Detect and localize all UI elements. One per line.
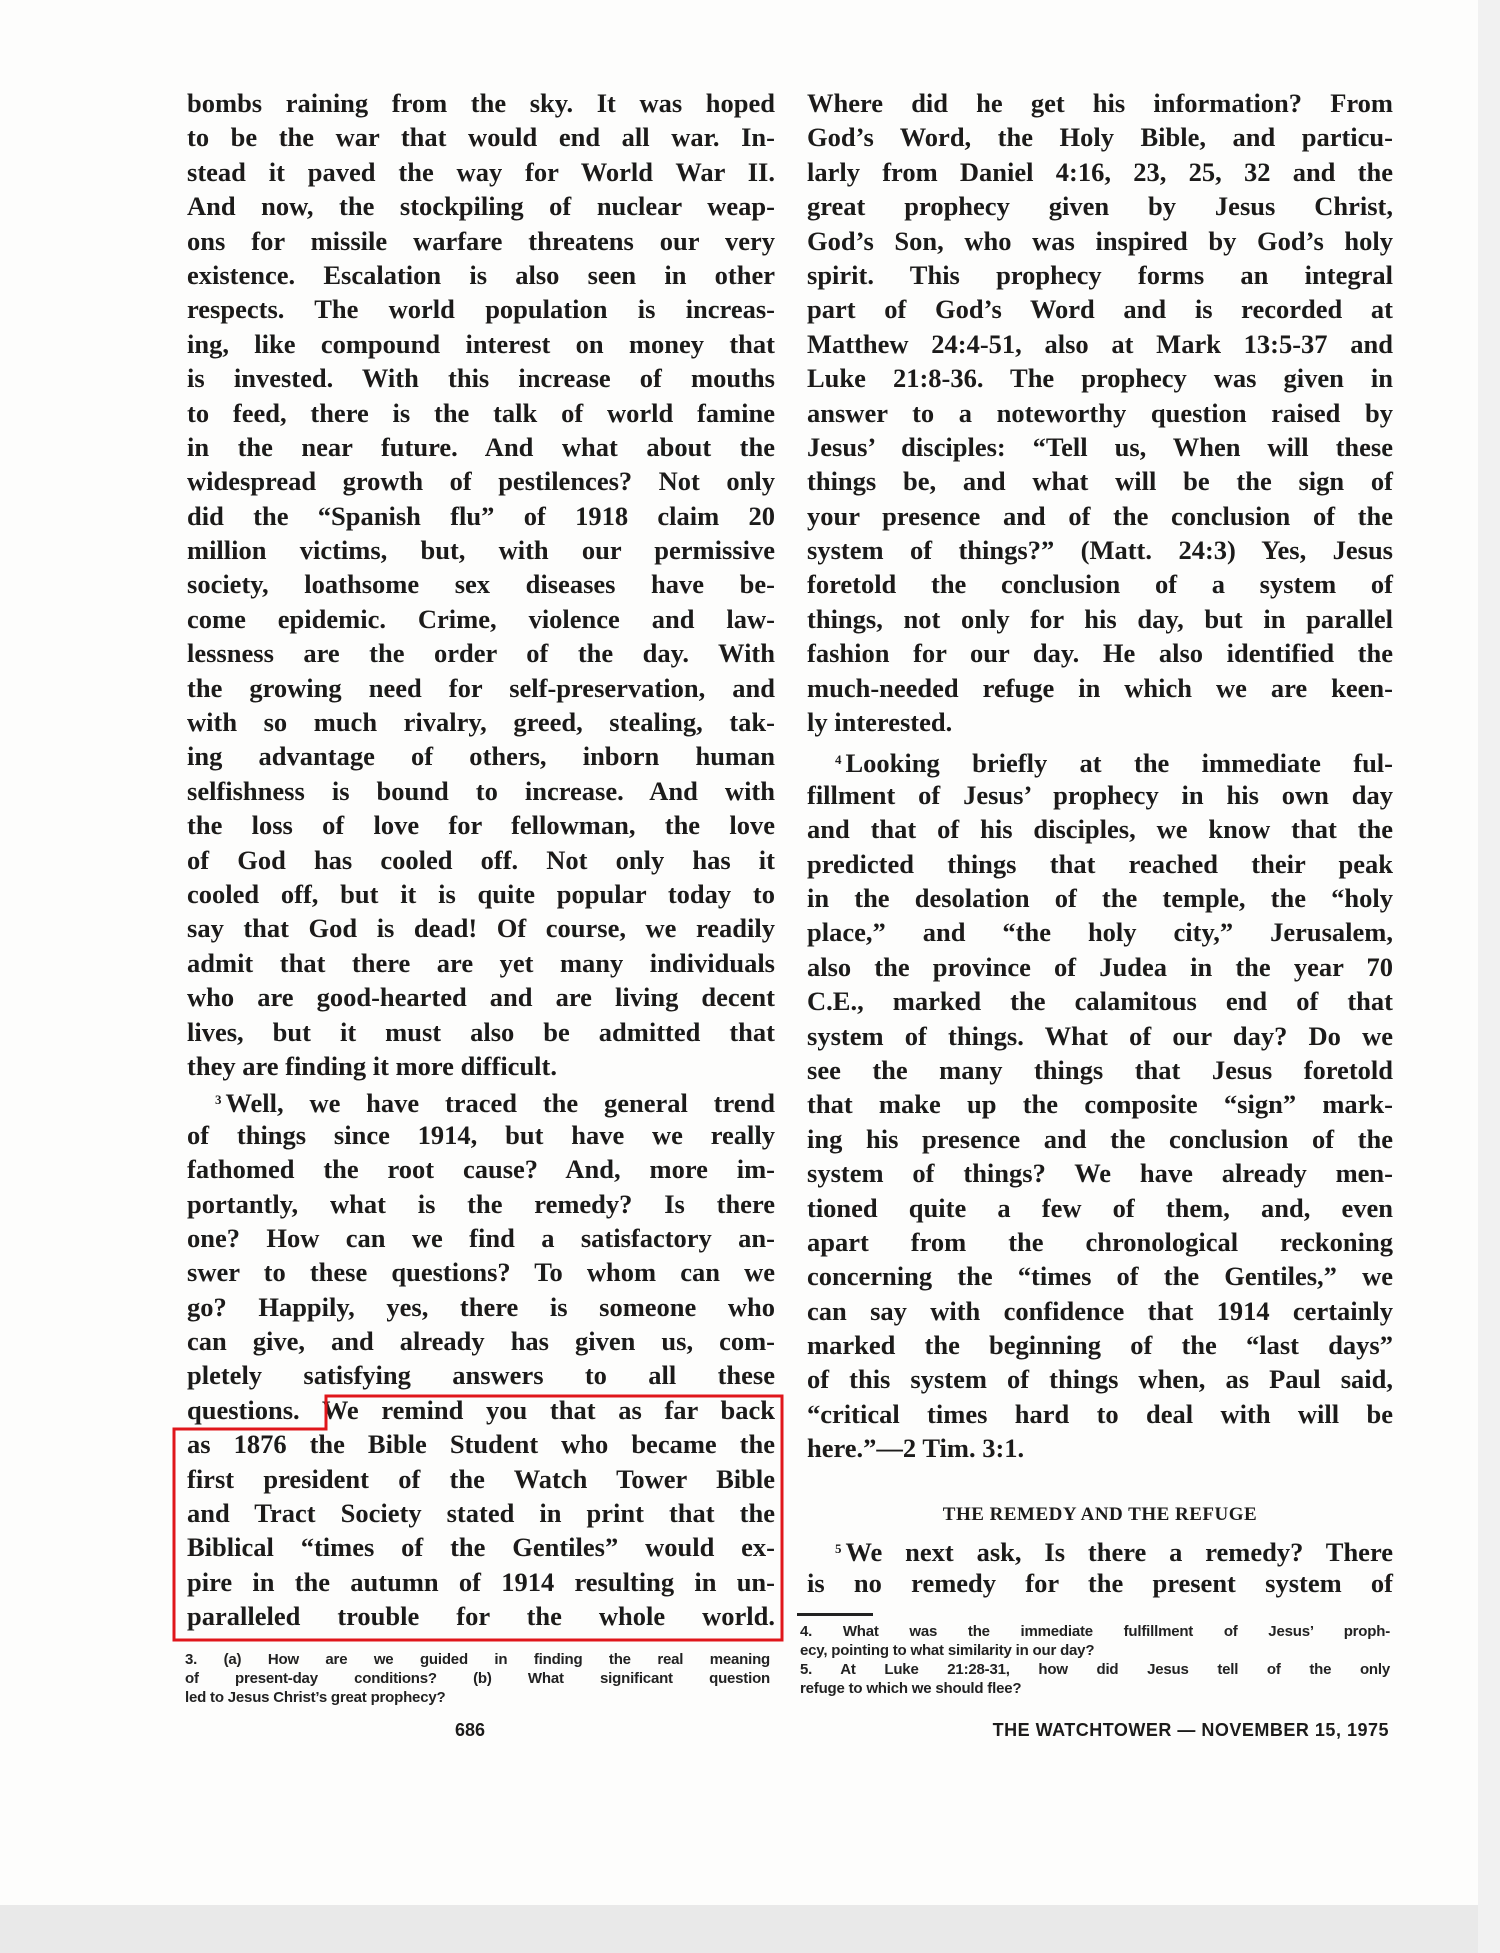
text-line <box>187 1152 775 1186</box>
text-line <box>807 778 1393 812</box>
text-line <box>807 671 1393 705</box>
line-text: bombs raining from the sky. It was hoped <box>187 88 775 118</box>
text-line <box>807 1087 1393 1121</box>
text-line <box>187 258 775 292</box>
text-line <box>807 1191 1393 1225</box>
line-text: to feed, there is the talk of world famine <box>187 397 775 428</box>
line-text: great prophecy given by Jesus Christ, <box>807 191 1393 222</box>
footnote-line: led to Jesus Christ’s great prophecy? <box>185 1689 446 1706</box>
text-line <box>807 1362 1393 1396</box>
line-text: concerning the “times of the Gentiles,” we <box>807 1261 1393 1292</box>
text-line <box>807 567 1393 601</box>
text-line <box>187 1221 775 1255</box>
footnote-line: 3. (a) How are we guided in finding the real meaning <box>185 1651 770 1668</box>
line-text: questions. We remind you that as far back <box>187 1394 775 1425</box>
line-text: lessness are the order of the day. With <box>187 638 775 669</box>
text-line <box>187 705 775 739</box>
text-line <box>807 396 1393 430</box>
line-text: pire in the autumn of 1914 resulting in un- <box>187 1566 775 1597</box>
section-heading: THE REMEDY AND THE REFUGE <box>942 1504 1258 1525</box>
text-line <box>187 1565 775 1599</box>
line-text: lives, but it must also be admitted that <box>187 1016 775 1047</box>
line-text: as 1876 the Bible Student who became the <box>187 1429 775 1460</box>
line-text: apart from the chronological reckoning <box>807 1226 1393 1257</box>
line-text: widespread growth of pestilences? Not only <box>187 466 775 497</box>
text-line <box>807 1053 1393 1087</box>
text-line <box>807 1259 1393 1293</box>
line-text: tioned quite a few of them, and, even <box>807 1192 1393 1223</box>
text-line <box>187 224 775 258</box>
text-line <box>807 984 1393 1018</box>
line-text: here.”—2 Tim. 3:1. <box>807 1433 1025 1464</box>
line-text: come epidemic. Crime, violence and law- <box>187 603 775 634</box>
line-text: can say with confidence that 1914 certainly <box>807 1295 1393 1326</box>
text-line <box>187 774 775 808</box>
line-text: is no remedy for the present system of <box>807 1568 1393 1599</box>
text-line <box>187 86 775 120</box>
paragraph-number: 5 <box>835 1541 842 1556</box>
text-line <box>187 1187 775 1221</box>
text-line <box>807 292 1393 326</box>
line-text: answer to a noteworthy question raised by <box>807 397 1393 428</box>
line-text: much-needed refuge in which we are keen- <box>807 672 1393 703</box>
text-line <box>187 533 775 567</box>
text-line <box>807 1328 1393 1362</box>
line-text: things, not only for his day, but in parallel <box>807 603 1393 634</box>
line-text: things be, and what will be the sign of <box>807 466 1393 497</box>
text-line <box>187 499 775 533</box>
line-text: ing his presence and the conclusion of the <box>807 1123 1393 1154</box>
text-line <box>807 915 1393 949</box>
text-line <box>187 1530 775 1564</box>
line-text: We next ask, Is there a remedy? There <box>845 1537 1393 1567</box>
line-text: Jesus’ disciples: “Tell us, When will these <box>807 431 1393 462</box>
footnote-line: ecy, pointing to what similarity in our day? <box>800 1642 1095 1659</box>
footnotes-left <box>185 1650 770 1707</box>
line-text: system of things?” (Matt. 24:3) Yes, Jesus <box>807 535 1393 566</box>
text-line <box>807 1122 1393 1156</box>
line-text: that make up the composite “sign” mark- <box>807 1089 1393 1120</box>
line-text: God’s Son, who was inspired by God’s holy <box>807 225 1393 256</box>
line-text: and Tract Society stated in print that the <box>187 1498 775 1529</box>
line-text: say that God is dead! Of course, we readily <box>187 913 775 944</box>
text-line <box>807 499 1393 533</box>
text-line <box>807 155 1393 189</box>
line-text: C.E., marked the calamitous end of that <box>807 986 1393 1017</box>
text-line <box>187 808 775 842</box>
line-text: they are finding it more difficult. <box>187 1050 557 1081</box>
line-text: Matthew 24:4-51, also at Mark 13:5-37 and <box>807 328 1393 359</box>
scan-edge-right <box>1478 0 1500 1953</box>
text-line <box>187 189 775 223</box>
line-text: who are good-hearted and are living decent <box>187 982 775 1013</box>
line-text: in the desolation of the temple, the “holy <box>807 882 1393 913</box>
right-column-after-heading <box>807 1532 1393 1601</box>
line-text: ons for missile warfare threatens our very <box>187 225 775 256</box>
footnote-line: 4. What was the immediate fulfillment of Jesus’ proph- <box>800 1623 1390 1640</box>
page-number: 686 <box>455 1720 486 1740</box>
line-text: of God has cooled off. Not only has it <box>187 844 775 875</box>
text-line <box>807 847 1393 881</box>
line-text: ly interested. <box>807 707 953 738</box>
text-line <box>807 533 1393 567</box>
text-line <box>807 86 1393 120</box>
line-text: of this system of things when, as Paul said, <box>807 1364 1393 1395</box>
footnote-rule <box>797 1613 873 1616</box>
text-line <box>187 946 775 980</box>
text-line <box>807 1225 1393 1259</box>
line-text: in the near future. And what about the <box>187 431 775 462</box>
line-text: part of God’s Word and is recorded at <box>807 294 1393 325</box>
text-line <box>807 327 1393 361</box>
footnote-line: 5. At Luke 21:28-31, how did Jesus tell of the only <box>800 1661 1390 1678</box>
paragraph-number: 4 <box>835 752 842 768</box>
text-line <box>807 464 1393 498</box>
text-line <box>807 1566 1393 1600</box>
text-line <box>187 1393 775 1427</box>
text-line <box>807 189 1393 223</box>
text-line <box>187 1118 775 1152</box>
text-line <box>187 1324 775 1358</box>
line-text: did the “Spanish flu” of 1918 claim 20 <box>187 500 775 531</box>
line-text: place,” and “the holy city,” Jerusalem, <box>807 917 1393 948</box>
line-text: the growing need for self-preservation, and <box>187 672 775 703</box>
text-line <box>187 396 775 430</box>
text-line <box>807 1019 1393 1053</box>
text-line <box>807 1156 1393 1190</box>
text-line <box>807 602 1393 636</box>
line-text: first president of the Watch Tower Bible <box>187 1463 775 1494</box>
text-line <box>187 1358 775 1392</box>
line-text: paralleled trouble for the whole world. <box>187 1601 775 1632</box>
text-line <box>187 1049 775 1083</box>
line-text: with so much rivalry, greed, stealing, tak- <box>187 707 775 738</box>
text-line <box>187 1427 775 1461</box>
line-text: million victims, but, with our permissive <box>187 535 775 566</box>
text-line <box>187 1599 775 1633</box>
text-line <box>187 1290 775 1324</box>
text-line <box>807 743 1393 777</box>
text-line <box>807 636 1393 670</box>
line-text: fillment of Jesus’ prophecy in his own day <box>807 779 1393 810</box>
line-text: predicted things that reached their peak <box>807 848 1393 879</box>
line-text: spirit. This prophecy forms an integral <box>807 259 1393 290</box>
line-text: and that of his disciples, we know that the <box>807 814 1393 845</box>
text-line <box>187 602 775 636</box>
text-line <box>187 877 775 911</box>
line-text: of things since 1914, but have we really <box>187 1119 775 1150</box>
line-text: admit that there are yet many individuals <box>187 947 775 978</box>
line-text: Well, we have traced the general trend <box>225 1088 775 1119</box>
line-text: larly from Daniel 4:16, 23, 25, 32 and the <box>807 156 1393 187</box>
text-line <box>187 1015 775 1049</box>
text-line <box>187 980 775 1014</box>
line-text: see the many things that Jesus foretold <box>807 1054 1393 1085</box>
text-line <box>187 292 775 326</box>
line-text: stead it paved the way for World War II. <box>187 156 775 187</box>
scan-edge-bottom <box>0 1905 1500 1953</box>
line-text: one? How can we find a satisfactory an- <box>187 1222 775 1253</box>
text-line <box>187 1462 775 1496</box>
text-line <box>807 812 1393 846</box>
line-text: Where did he get his information? From <box>807 88 1393 118</box>
text-line <box>187 671 775 705</box>
line-text: marked the beginning of the “last days” <box>807 1330 1393 1361</box>
paragraph-number: 3 <box>215 1092 222 1108</box>
line-text: God’s Word, the Holy Bible, and particu- <box>807 122 1393 153</box>
text-line <box>807 881 1393 915</box>
text-line <box>807 1397 1393 1431</box>
line-text: existence. Escalation is also seen in other <box>187 259 775 290</box>
line-text: to be the war that would end all war. In- <box>187 122 775 153</box>
text-line <box>187 120 775 154</box>
line-text: the loss of love for fellowman, the love <box>187 810 775 841</box>
text-line <box>187 739 775 773</box>
text-line <box>187 361 775 395</box>
line-text: can give, and already has given us, com- <box>187 1326 775 1357</box>
running-footer: THE WATCHTOWER — NOVEMBER 15, 1975 <box>992 1720 1389 1740</box>
line-text: foretold the conclusion of a system of <box>807 569 1393 600</box>
line-text: society, loathsome sex diseases have be- <box>187 569 775 600</box>
line-text: also the province of Judea in the year 70 <box>807 951 1393 982</box>
text-line <box>187 911 775 945</box>
text-line <box>187 567 775 601</box>
text-line <box>187 843 775 877</box>
footnote-line: of present-day conditions? (b) What significant question <box>185 1670 770 1687</box>
line-text: cooled off, but it is quite popular today to <box>187 878 775 909</box>
text-line <box>807 361 1393 395</box>
left-column <box>187 86 775 1634</box>
text-line <box>807 120 1393 154</box>
line-text: system of things? We have already men- <box>807 1158 1393 1189</box>
text-line <box>807 430 1393 464</box>
text-line <box>187 1255 775 1289</box>
text-line <box>187 1083 775 1117</box>
text-line <box>807 224 1393 258</box>
text-line <box>187 327 775 361</box>
line-text: Looking briefly at the immediate ful- <box>845 748 1393 779</box>
line-text: swer to these questions? To whom can we <box>187 1257 775 1288</box>
line-text: your presence and of the conclusion of the <box>807 500 1393 531</box>
line-text: fashion for our day. He also identified the <box>807 638 1393 669</box>
text-line <box>807 258 1393 292</box>
text-line <box>187 155 775 189</box>
text-line <box>187 636 775 670</box>
footnote-line: refuge to which we should flee? <box>800 1680 1022 1697</box>
text-line <box>187 464 775 498</box>
line-text: portantly, what is the remedy? Is there <box>187 1188 775 1219</box>
right-column <box>807 86 1393 1466</box>
line-text: selfishness is bound to increase. And with <box>187 775 775 806</box>
line-text: system of things. What of our day? Do we <box>807 1020 1393 1051</box>
footnotes-right <box>800 1622 1390 1698</box>
text-line <box>807 1431 1393 1465</box>
text-line <box>807 705 1393 739</box>
line-text: And now, the stockpiling of nuclear weap- <box>187 191 775 222</box>
text-line <box>807 1294 1393 1328</box>
line-text: respects. The world population is increas- <box>187 294 775 325</box>
line-text: ing, like compound interest on money that <box>187 328 775 359</box>
line-text: ing advantage of others, inborn human <box>187 741 775 772</box>
text-line <box>807 950 1393 984</box>
line-text: Luke 21:8-36. The prophecy was given in <box>807 363 1393 394</box>
line-text: fathomed the root cause? And, more im- <box>187 1154 775 1185</box>
line-text: pletely satisfying answers to all these <box>187 1360 775 1391</box>
line-text: is invested. With this increase of mouths <box>187 363 775 394</box>
text-line <box>187 1496 775 1530</box>
line-text: “critical times hard to deal with will be <box>807 1398 1393 1429</box>
line-text: go? Happily, yes, there is someone who <box>187 1291 775 1322</box>
text-line <box>187 430 775 464</box>
text-line <box>807 1532 1393 1566</box>
line-text: Biblical “times of the Gentiles” would ex- <box>187 1532 775 1563</box>
